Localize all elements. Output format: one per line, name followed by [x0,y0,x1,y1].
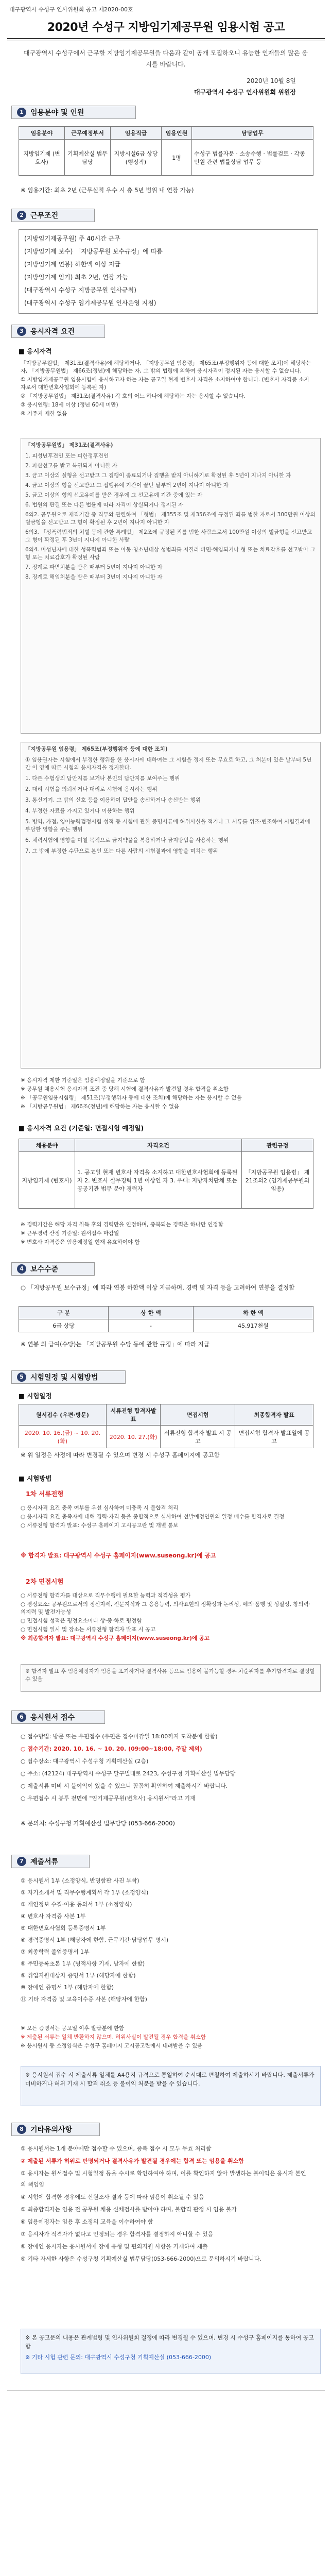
precaution-item: ⑧ 장애인 응시자는 응시원서에 장애 유형 및 편의지원 사항을 기재하여 제출 [21,2243,208,2250]
box-line: 6의2. 공무원으로 재직기간 중 직무와 관련하여 「형법」 제355조 및 제356조에 규정된 죄를 범한 자로서 300만원 이상의 벌금형을 선고받고 그 형이 확정된 후 2년이 지나지 아니한 자 [25,512,316,526]
paragraph: ② 「지방공무원법」 제31조(결격사유) 각 호의 어느 하나에 해당하는 자는 응시할 수 없습니다. [21,393,246,399]
box-line: 7. 징계로 파면처분을 받은 때부터 5년이 지나지 아니한 자 [25,564,163,570]
application-text [21,1731,311,1805]
method-line: ○ 서류전형 합격자 발표: 수성구 홈페이지 고시공고란 및 개별 통보 [21,1522,179,1529]
table-cell: 1명 [162,140,192,176]
list-item: (지방임기제 임기) 최초 2년, 연장 가능 [24,274,129,281]
box-line: 6. 법원의 판결 또는 다른 법률에 따라 자격이 상실되거나 정지된 자 [25,502,184,508]
table-header: 임용분야 [19,127,65,140]
qualification-text [21,360,311,419]
interview-title: 2차 면접시험 [26,1578,64,1585]
list-item: (대구광역시 수성구 지방공무원 인사규칙) [24,286,136,294]
method-line: ○ 면접시험 일시 및 장소는 서류전형 합격자 발표 시 공고 [21,1626,156,1633]
box-line: 2. 대리 시험을 의뢰하거나 대리로 시험에 응시하는 행위 [25,786,158,792]
note-line: ※ 공무원 채용시험 응시자격 조건 중 당해 시험에 결격사유가 발견될 경우 합격을 취소함 [21,1086,229,1092]
requirements-subtitle: ■ 응시자격 요건 (기준일: 면접시험 예정일) [19,1124,144,1132]
method-line: ○ 면접시험 성적은 평정요소마다 상·중·하로 평정함 [21,1618,142,1624]
application-line: ○ 접수장소: 대구광역시 수성구청 기획예산실 (2층) [21,1758,149,1765]
list-item: (지방임기제공무원) 주 40시간 근무 [24,235,120,242]
table-header: 서류전형 합격자발표 [106,1404,161,1426]
document-item: ④ 변호사 자격증 사본 1부 [21,1913,86,1920]
issue-date: 2020년 10월 8일 [247,77,296,84]
table-header: 상 한 액 [109,1307,194,1319]
note-line: ※ 모든 증명서는 공고일 이후 발급분에 한함 [21,2025,125,2031]
document-item: ③ 개인정보 수집·이용 동의서 1부 (소정양식) [21,1901,132,1908]
requirements-table [19,1139,313,1209]
salary-note: ※ 연봉 외 급여(수당)는 「지방공무원 수당 등에 관한 규정」에 따라 지급 [21,1341,209,1348]
box-title: 「지방공무원법」 제31조(결격사유) [25,442,113,448]
section-1-title: 임용분야 및 인원 [30,109,84,117]
table-header: 최종합격자 발표 [235,1404,313,1426]
box-line: 4. 부정한 자료를 가지고 있거나 이용하는 행위 [25,808,135,814]
salary-table [19,1306,313,1332]
table-cell: 기획예산실 법무담당 [65,140,111,176]
precaution-item: ⑨ 기타 자세한 사항은 수성구청 기획예산실 법무담당(053-666-2000)으로 문의하시기 바랍니다. [21,2256,261,2262]
note-line: ※ 응시자격 제한 기준일은 임용예정일을 기준으로 함 [21,1077,145,1083]
document-item: ⑦ 최종학력 졸업증명서 1부 [21,1948,90,1955]
method-line: ○ 응시자격 요건 충족자에 대해 경력·자격 등을 종합적으로 심사하여 선발예정인원의 일정 배수를 합격자로 결정 [21,1514,285,1520]
method-line: ※ 최종합격자 발표: 대구광역시 수성구 홈페이지(www.suseong.kr)에 공고 [21,1635,209,1641]
section-3-title: 응시자격 요건 [30,328,75,336]
note-line: ※ 응시원서 등 소정양식은 수성구 홈페이지 고시공고란에서 내려받을 수 있음 [21,2043,203,2049]
precaution-item: ⑥ 임용예정자는 임용 후 소정의 교육을 이수하여야 함 [21,2218,153,2225]
table-cell: - [109,1319,194,1332]
box-line: 6. 체력시험에 영향을 미칠 목적으로 금지약물을 복용하거나 금지방법을 사용하는 행위 [25,837,229,843]
documents-notes [21,2025,311,2051]
section-4-heading [11,1262,95,1276]
note-line: ※ 제출된 서류는 일체 반환하지 않으며, 허위사실이 발견될 경우 합격을 취소함 [21,2034,206,2040]
section-7-heading [11,1855,90,1868]
precaution-item: ⑤ 최종합격자는 임용 전 공무원 채용 신체검사를 받아야 하며, 불합격 판정 시 임용 불가 [21,2206,237,2213]
section-2-number: 2 [17,211,26,220]
box-line: 8. 징계로 해임처분을 받은 때부터 3년이 지나지 아니한 자 [25,574,163,580]
documents-callout: ※ 응시원서 접수 시 제출서류 일체를 A4용지 규격으로 통일하여 순서대로 편철하여 제출하시기 바랍니다. 제출서류가 미비하거나 허위 기재 시 합격 취소 등 불이익 처분을 받을 수 있습니다. [21,2066,321,2106]
schedule-table [19,1404,313,1448]
application-line: ○ 제출서류 미비 시 불이익이 있을 수 있으니 꼼꼼히 확인하여 제출하시기 바랍니다. [21,1783,228,1789]
issuer-name: 대구광역시 수성구 인사위원회 위원장 [194,89,296,96]
work-conditions-box [19,229,318,314]
application-line: ○ 접수방법: 방문 또는 우편접수 (우편은 접수마감일 18:00까지 도착분에 한함) [21,1733,218,1740]
table-header: 면접시험 [161,1404,235,1426]
intro-text: 대구광역시 수성구에서 근무할 지방임기제공무원을 다음과 같이 공개 모집하오니 유능한 인재들의 많은 응시를 바랍니다. [23,49,308,68]
table-cell: 지방시설6급 상당(행정직) [111,140,162,176]
section-7-title: 제출서류 [30,1858,59,1866]
note-line: ※ 기타 시험 관련 문의: 대구광역시 수성구청 기획예산실 (053-666-2000) [25,2354,212,2361]
section-2-title: 근무조건 [30,212,59,220]
requirements-notes [21,1221,311,1247]
paragraph: ① 지방임기제공무원 임용시험에 응시하고자 하는 자는 공고일 현재 변호사 자격을 소지하여야 합니다. (변호사 자격증 소지자로서 대한변호사협회에 등록된 자) [21,377,309,391]
document-item: ① 응시원서 1부 (소정양식, 반명함판 사진 부착) [21,1877,139,1884]
documents-list [21,1875,311,2006]
section-5-number: 5 [17,1372,26,1382]
section-6-heading [11,1710,105,1724]
document-item: ② 자기소개서 및 직무수행계획서 각 1부 (소정양식) [21,1889,149,1896]
application-line: ○ 접수기간: 2020. 10. 16. ~ 10. 20. (09:00~18:00, 주말 제외) [21,1745,202,1752]
box-line: 1. 피성년후견인 또는 피한정후견인 [25,453,109,459]
precaution-item: ③ 응시자는 원서접수 및 시험일정 등을 수시로 확인하여야 하며, 이를 확인하지 않아 발생하는 불이익은 응시자 본인의 책임임 [21,2170,306,2188]
note-line: ※ 본 공고문의 내용은 관계법령 및 인사위원회 결정에 따라 변경될 수 있으며, 변경 시 수성구 홈페이지를 통하여 공고함 [25,2334,314,2350]
table-header: 채용분야 [19,1139,75,1152]
box-line: 3. 통신기기, 그 밖의 신호 등을 이용하여 답안을 송신하거나 송신받는 행위 [25,797,201,803]
note-line: ※ 「지방공무원법」 제66조(정년)에 해당하는 자는 응시할 수 없음 [21,1104,180,1110]
box-line: 5. 금고 이상의 형의 선고유예를 받은 경우에 그 선고유예 기간 중에 있는 자 [25,492,203,498]
list-item: (대구광역시 수성구 임기제공무원 인사운영 지침) [24,299,156,307]
table-cell: 2020. 10. 27.(화) [106,1426,161,1448]
application-line: ○ 주소: (42124) 대구광역시 수성구 달구벌대로 2423, 수성구청 기획예산실 법무담당 [21,1770,236,1777]
precautions-callout [21,2329,321,2374]
document-item: ⑪ 기타 자격증 및 교육이수증 사본 (해당자에 한함) [21,1996,147,2003]
table-cell: 면접시험 합격자 발표일에 공고 [235,1426,313,1448]
method-line: ○ 응시자격 요건 충족 여부를 우선 심사하여 미충족 시 불합격 처리 [21,1505,179,1511]
paragraph: ④ 거주지 제한 없음 [21,411,67,417]
document-review-note: ※ 합격자 발표: 대구광역시 수성구 홈페이지(www.suseong.kr)에 공고 [21,1552,216,1559]
section-1-heading [11,106,136,119]
note-line: ※ 변호사 자격증은 임용예정일 현재 유효하여야 함 [21,1239,140,1245]
note-line: ※ 근무경력 산정 기준일: 원서접수 마감일 [21,1230,119,1236]
table-cell: 서류전형 합격자 발표 시 공고 [161,1426,235,1448]
page-title: 2020년 수성구 지방임기제공무원 임용시험 공고 [47,21,285,34]
precaution-item: ① 응시원서는 1개 분야에만 접수할 수 있으며, 중복 접수 시 모두 무효 처리함 [21,2145,212,2152]
box-line: ① 임용권자는 시험에서 부정한 행위를 한 응시자에 대하여는 그 시험을 정지 또는 무효로 하고, 그 처분이 있은 날부터 5년간 이 영에 따른 시험의 응시자격을 정지한다. [25,757,312,771]
application-line: ○ 우편접수 시 봉투 겉면에 "임기제공무원(변호사) 응시원서"라고 기재 [21,1795,196,1802]
section-3-heading [11,325,105,338]
document-item: ⑤ 대한변호사협회 등록증명서 1부 [21,1925,106,1931]
table-header: 관련규정 [242,1139,313,1152]
section-6-title: 응시원서 접수 [30,1714,75,1722]
table-cell: 지방임기제 (변호사) [19,140,65,176]
section-4-title: 보수수준 [30,1265,59,1274]
paragraph: ③ 응시연령: 18세 이상 (정년 60세 미만) [21,402,118,408]
schedule-note: ※ 위 일정은 사정에 따라 변경될 수 있으며 변경 시 수성구 홈페이지에 공고함 [21,1451,220,1459]
section-1-number: 1 [17,108,26,117]
table-header: 담당업무 [192,127,313,140]
positions-table [19,126,313,176]
box-line: 4. 금고 이상의 형을 선고받고 그 집행유예 기간이 끝난 날부터 2년이 지나지 아니한 자 [25,482,229,488]
section-8-heading [11,2123,100,2136]
disqualification-box [21,438,321,734]
interview-note: ※ 합격자 발표 후 임용예정자가 임용을 포기하거나 결격사유 등으로 임용이 불가능할 경우 차순위자를 추가합격자로 결정할 수 있음 [21,1664,321,1692]
section-5-title: 시험일정 및 시험방법 [30,1374,98,1382]
misconduct-box [21,742,321,1069]
document-review-title: 1차 서류전형 [26,1490,64,1498]
table-cell: 「지방공무원 임용령」 제21조의2 (임기제공무원의 임용) [242,1152,313,1209]
section-4-number: 4 [17,1264,26,1274]
notice-number: 대구광역시 수성구 인사위원회 공고 제2020-00호 [9,6,133,13]
note-line: ※ 「공무원임용시험령」 제51조(부정행위자 등에 대한 조치)에 해당하는 자는 응시할 수 없음 [21,1095,242,1101]
section-6-number: 6 [17,1713,26,1722]
table-cell: 45,917천원 [193,1319,313,1332]
box-line: 6의4. 미성년자에 대한 성폭력범죄 또는 아동·청소년대상 성범죄를 저질러 파면·해임되거나 형 또는 치료감호를 선고받아 그 형 또는 치료감호가 확정된 사람 [25,547,316,561]
section-2-heading [11,209,95,222]
table-header: 임용직급 [111,127,162,140]
document-item: ⑨ 취업지원대상자 증명서 1부 (해당자에 한함) [21,1972,136,1979]
box-line: 3. 금고 이상의 실형을 선고받고 그 집행이 종료되거나 집행을 받지 아니하기로 확정된 후 5년이 지나지 아니한 자 [25,472,291,479]
application-contact: ※ 문의처: 수성구청 기획예산실 법무담당 (053-666-2000) [21,1820,175,1827]
method-line: ○ 평정요소: 공무원으로서의 정신자세, 전문지식과 그 응용능력, 의사표현의 정확성과 논리성, 예의·품행 및 성실성, 창의력·의지력 및 발전가능성 [21,1601,310,1615]
section-5-heading [11,1370,126,1384]
method-line: ○ 서류전형 합격자를 대상으로 직무수행에 필요한 능력과 적격성을 평가 [21,1592,191,1599]
list-item: (지방임기제 연봉) 하한액 이상 지급 [24,261,120,268]
list-item: (지방임기제 보수) 「지방공무원 보수규정」에 따름 [24,248,163,255]
box-line: 1. 다른 수험생의 답안지를 보거나 본인의 답안지를 보여주는 행위 [25,775,180,782]
table-header: 원서접수 (우편·방문) [19,1404,107,1426]
precaution-item: ② 제출된 서류가 허위로 판명되거나 결격사유가 발견될 경우에는 합격 또는 임용을 취소함 [21,2158,244,2164]
section-8-number: 8 [17,2125,26,2134]
table-header: 자격요건 [75,1139,242,1152]
box-line: 7. 그 밖에 부정한 수단으로 본인 또는 다른 사람의 시험결과에 영향을 미치는 행위 [25,848,218,854]
table-cell: 6급 상당 [19,1319,109,1332]
precautions-list [21,2143,311,2266]
qualification-extra-notes [21,1077,311,1112]
section-1-note: ※ 임용기간: 최초 2년 (근무실적 우수 시 총 5년 범위 내 연장 가능) [21,187,194,194]
document-item: ⑥ 경력증명서 1부 (해당자에 한함, 근무기간·담당업무 명시) [21,1937,169,1943]
document-item: ⑧ 주민등록초본 1부 (병적사항 기재, 남자에 한함) [21,1960,145,1967]
title-divider [7,38,325,41]
table-cell: 2020. 10. 16.(금) ~ 10. 20.(화) [19,1426,107,1448]
qualification-subtitle: ■ 응시자격 [19,347,52,355]
section-8-title: 기타유의사항 [30,2126,73,2134]
table-header: 근무예정부서 [65,127,111,140]
table-header: 하 한 액 [193,1307,313,1319]
box-line: 6의3. 「성폭력범죄의 처벌 등에 관한 특례법」 제2조에 규정된 죄를 범한 사람으로서 100만원 이상의 벌금형을 선고받고 그 형이 확정된 후 3년이 지나지 아니한 사람 [25,529,312,543]
table-cell: 지방임기제 (변호사) [19,1152,75,1209]
box-title: 「지방공무원 임용령」 제65조(부정행위자 등에 대한 조치) [25,746,168,752]
salary-description: ○ 「지방공무원 보수규정」에 따라 연봉 하한액 이상 지급하며, 경력 및 자격 등을 고려하여 연봉을 결정함 [21,1284,295,1291]
section-7-number: 7 [17,1857,26,1866]
document-item: ⑩ 장애인 증명서 1부 (해당자에 한함) [21,1984,114,1991]
table-cell: 1. 공고일 현재 변호사 자격을 소지하고 대한변호사협회에 등록된 자 2. 변호사 실무경력 1년 이상인 자 3. 우대: 지방자치단체 또는 공공기관 법무 분야 경력자 [75,1152,242,1209]
section-3-number: 3 [17,327,26,336]
method-subtitle: ■ 시험방법 [19,1475,52,1482]
box-line: 5. 병역, 가점, 영어능력검정시험 성적 등 시험에 관한 증명서류에 허위사실을 적거나 그 서류를 위조·변조하여 시험결과에 부당한 영향을 주는 행위 [25,819,310,833]
note-line: ※ 경력기간은 해당 자격 취득 후의 경력만을 인정하며, 중복되는 경력은 하나만 인정함 [21,1222,223,1228]
interview-text [21,1592,311,1643]
precaution-item: ⑦ 응시자가 적격자가 없다고 인정되는 경우 합격자를 결정하지 아니할 수 있음 [21,2231,214,2238]
table-header: 구 분 [19,1307,109,1319]
box-line: 2. 파산선고를 받고 복권되지 아니한 자 [25,463,117,469]
table-header: 임용인원 [162,127,192,140]
paragraph: 「지방공무원법」 제31조(결격사유)에 해당하거나, 「지방공무원 임용령」 제65조(부정행위자 등에 대한 조치)에 해당하는 자, 「지방공무원법」 제66조(정년)에 해당하는 자, 그 밖의 법령에 의하여 응시자격이 정지된 자는 응시할 수 없습니다. [21,360,311,374]
precaution-item: ④ 시험에 합격한 경우에도 신원조사 결과 등에 따라 임용이 취소될 수 있음 [21,2194,204,2200]
schedule-subtitle: ■ 시험일정 [19,1392,52,1400]
table-cell: 수성구 법률자문 · 소송수행 · 법률검토 · 각종 민원 관련 법률상담 업무 등 [192,140,313,176]
document-review-text [21,1504,311,1531]
